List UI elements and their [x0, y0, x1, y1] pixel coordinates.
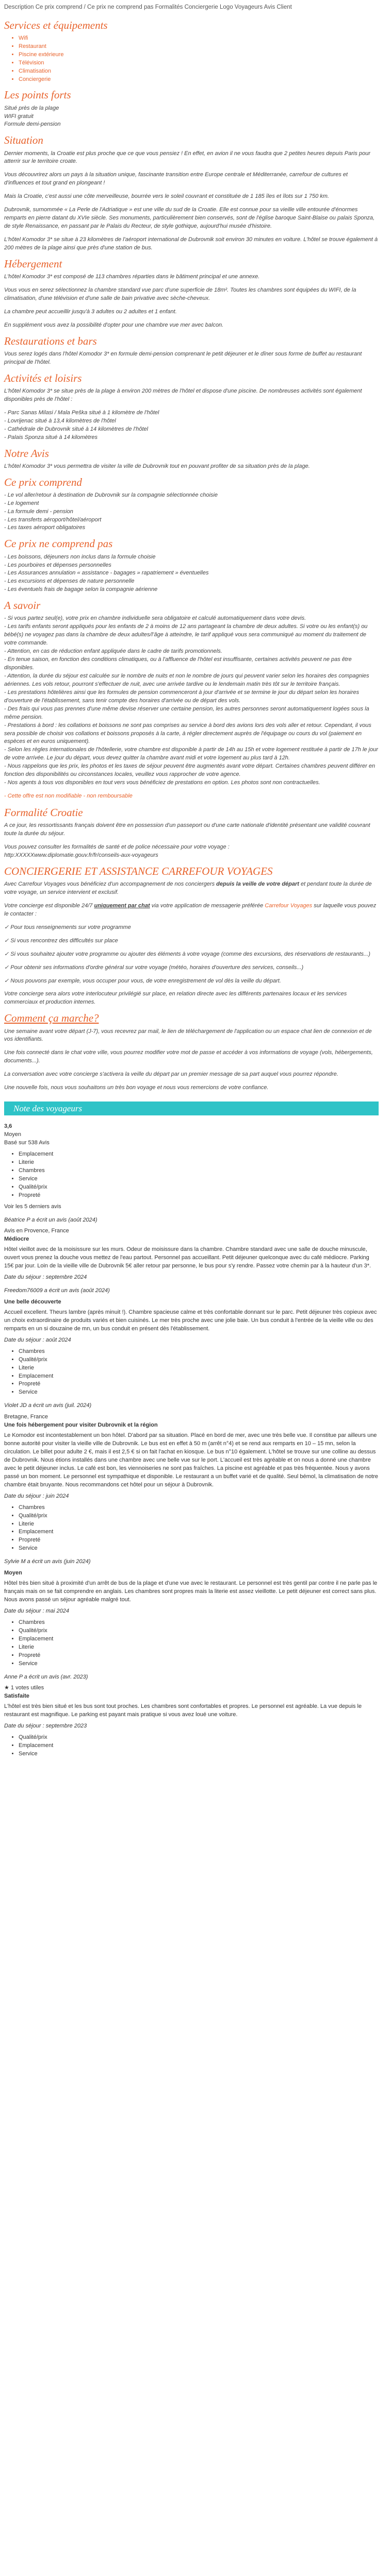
list-item: • Literie	[19, 1159, 379, 1167]
conciergerie-text: Votre concierge est disponible 24/7 uniquement par chat via votre application de messagerie préférée Carrefour Voyages sur laquelle vous pouvez le contacter :	[4, 902, 377, 917]
review-author: Sylvie M a écrit un avis (juin 2024)	[4, 1558, 91, 1565]
situation-text: Mais la Croatie, c'est aussi une côte merveilleuse, bourrée vers le soleil couvrant et constituée de 1 185 îles et îlots sur 1 750 km.	[4, 193, 330, 200]
review-title: Moyen	[4, 1570, 22, 1577]
top-nav-line: Description Ce prix comprend / Ce prix ne comprend pas Formalités Conciergerie Logo Voyageurs Avis Client	[4, 4, 292, 10]
review-date: Date du séjour : septembre 2023	[4, 1723, 87, 1730]
activites-item: - Lovrijenac situé à 13,4 kilomètres de l'hôtel	[4, 417, 116, 424]
list-item: • Propreté	[19, 1192, 379, 1200]
situation-text: Vous découvrirez alors un pays à la situation unique, fascinante transition entre Europe centrale et Méditerranée, carrefour de cultures et d'influences et tout grand en plongeant !	[4, 172, 348, 187]
list-item: • Chambres	[19, 1167, 379, 1175]
comprend-item: - Le vol aller/retour à destination de Dubrovnik sur la compagnie sélectionnée choisie	[4, 492, 218, 498]
recent-reviews-link[interactable]: Voir les 5 derniers avis	[4, 1203, 61, 1210]
necomprend-item: - Les éventuels frais de bagage selon la compagnie aérienne	[4, 586, 158, 593]
comprend-title: Ce prix comprend	[4, 476, 82, 488]
list-item: • Propreté	[19, 1536, 379, 1545]
list-item: • Restaurant	[19, 43, 379, 51]
review-title: Satisfaite	[4, 1693, 29, 1700]
rating-label: Moyen	[4, 1131, 22, 1138]
situation-text: L'hôtel Komodor 3* se situe à 23 kilomètres de l'aéroport international de Dubrovnik soit environ 30 minutes en voiture. L'hôtel se trouve également à 200 mètres de la plage ainsi que près d'une station de bus.	[4, 236, 378, 251]
hebergement-text: Vous vous en serez sélectionnez la chambre standard vue parc d'une superficie de 18m². Toutes les chambres sont équipées du WIFI, de la climatisation, d'une télévision et d'une salle de bain privative avec sèche-cheveux.	[4, 286, 356, 301]
list-item: • Chambres	[19, 1619, 379, 1627]
activites-item: - Palais Sponza situé à 14 kilomètres	[4, 434, 97, 440]
comment-title: Comment ça marche?	[4, 1012, 99, 1025]
review-location: Bretagne, France	[4, 1414, 48, 1420]
review	[4, 1673, 379, 1758]
list-item: • Propreté	[19, 1380, 379, 1388]
review-author: Anne P a écrit un avis (avr. 2023)	[4, 1673, 88, 1680]
review-date: Date du séjour : juin 2024	[4, 1493, 69, 1499]
asavoir-item: - Selon les règles internationales de l'hôtellerie, votre chambre est disponible à partir de 14h au 15h et votre logement restituée à partir de 17h le jour de votre arrivée. Le jour du départ, vous devez quitter la chambre avant midi et votre logement au plus tard à 12h.	[4, 747, 378, 761]
asavoir-item: - Attention, la durée du séjour est calculée sur le nombre de nuits et non le nombre de jours qui peuvent varier selon les horaires des compagnies aériennes. Les vols retour, pourront s'effectuer de nuit, avec une arrivée tardive ou le lendemain matin très tôt sur le territoire français.	[4, 672, 369, 687]
list-item: • Literie	[19, 1364, 379, 1372]
list-item: • Service	[19, 1388, 379, 1397]
activites-item: - Cathédrale de Dubrovnik situé à 14 kilomètres de l'hôtel	[4, 426, 149, 432]
list-item: • Literie	[19, 1520, 379, 1529]
review-body: Le Komodor est incontestablement un bon hôtel. D'abord par sa situation. Placé en bord de mer, avec une très belle vue. Il constitue par ailleurs une bonne autorité pour visiter la vieille ville de Dubrovnik. Le bus est en effet à 50 m (arrêt n°4) et se rend aux remparts en 10 – 15 mn, selon la circulation. Le billet pour adulte 2 €, mais il est 2,5 € si on fait l'achat en kiosque. Le bus n°10 également. L'hôtel se trouve sur une colline au dessus de Dubrovnik. Nous étions installés dans une chambre avec une belle vue sur le port. L'accueil est très agréable et on nous a donné une chambre avec le petit déjeuner inclus. Le café est bon, les viennoiseries ne sont pas fraîches. La piscine est agréable et pas très fréquentée. Nous y avons passé un bon moment. Le personnel est sympathique et disponible. Le restaurant a un buffet varié et de qualité. Seul bémol, la climatisation de notre chambre était bruyante. Nous recommandons cet hôtel pour un séjour à Dubrovnik.	[4, 1432, 379, 1488]
forts-line: WIFI gratuit	[4, 113, 34, 120]
activites-text: L'hôtel Komodor 3* se situe près de la plage à environ 200 mètres de l'hôtel et dispose d'une piscine. De nombreuses activités sont également disponibles près de l'hôtel :	[4, 387, 362, 402]
conciergerie-bullet: ✓ Pour obtenir ses informations d'ordre général sur votre voyage (météo, horaires d'ouverture des services, conseils...)	[4, 964, 304, 971]
avis-title: Notre Avis	[4, 447, 49, 460]
rating-score: 3,6	[4, 1123, 12, 1130]
list-item: • Piscine extérieure	[19, 51, 379, 59]
voyageurs-banner: Note des voyageurs	[4, 1101, 379, 1115]
review-title: Une belle découverte	[4, 1299, 61, 1305]
services-title: Services et équipements	[4, 19, 108, 31]
activites-title: Activités et loisirs	[4, 371, 82, 384]
services-list	[4, 35, 379, 84]
comprend-item: - Les taxes aéroport obligatoires	[4, 524, 86, 531]
review-criteria	[4, 1348, 379, 1397]
review-criteria	[4, 1734, 379, 1758]
forts-line: Situé près de la plage	[4, 105, 59, 111]
list-item: • Propreté	[19, 1652, 379, 1660]
review-helpful-votes[interactable]: ★ 1 votes utiles	[4, 1685, 44, 1691]
hebergement-text: La chambre peut accueillir jusqu'à 3 adultes ou 2 adultes et 1 enfant.	[4, 308, 177, 315]
list-item: • Emplacement	[19, 1635, 379, 1643]
comprend-item: - Le logement	[4, 500, 39, 506]
list-item: • Chambres	[19, 1504, 379, 1512]
review-body: Hôtel vieillot avec de la moisissure sur les murs. Odeur de moisissure dans la chambre. Chambre standard avec une salle de douche minuscule, ouvert vous prenez la douche vous mettez de l'eau partout. Personnel pas accueillant. Petit déjeuner quelconque avec du café médiocre. Parking 15€ par jour. Loin de la vieille ville de Dubrovnik 5€ aller retour par personne, le bus pour s'y rendre. Passez votre chemin par à la hauteur d'un 3*.	[4, 1246, 371, 1269]
review-date: Date du séjour : août 2024	[4, 1336, 71, 1343]
situation-text: Dernier moments, la Croatie est plus proche que ce que vous pensiez ! En effet, en avion il ne vous faudra que 2 petites heures depuis Paris pour atterrir sur le territoire croate.	[4, 150, 370, 165]
review-body: Accueil excellent. Theurs lambre (après minuit !). Chambre spacieuse calme et très confortable donnant sur le parc. Petit déjeuner très copieux avec un choix extraordinaire de produits variés et bien cuisinés. Le mer très proche avec une jolie baie. Un bus conduit à l'entrée de la vieille ville ou des remparts en un si douzaine de mn, un bus conduit en présent dès l'établissement.	[4, 1309, 377, 1332]
asavoir-item: - En tenue saison, en fonction des conditions climatiques, ou à l'affluence de l'hôtel est insuffisante, certaines activités peuvent ne pas être disponibles.	[4, 656, 352, 671]
review-rating: Médiocre	[4, 1236, 29, 1243]
rating-summary	[4, 1123, 379, 1211]
conciergerie-bullet: ✓ Pour tous renseignements sur votre programme	[4, 924, 131, 930]
list-item: • Service	[19, 1750, 379, 1758]
list-item: • Qualité/prix	[19, 1183, 379, 1192]
asavoir-title: A savoir	[4, 599, 41, 612]
necomprend-title: Ce prix ne comprend pas	[4, 537, 113, 550]
conciergerie-title: CONCIERGERIE ET ASSISTANCE CARREFOUR VOYAGES	[4, 865, 273, 877]
comment-text: La conversation avec votre concierge s'activera la veille du départ par un premier message de sa part auquel vous pourrez répondre.	[4, 1071, 338, 1078]
situation-title: Situation	[4, 134, 43, 147]
formalite-text: Vous pouvez consulter les formalités de santé et de police nécessaire pour votre voyage :	[4, 844, 230, 851]
asavoir-item: - Si vous partez seul(e), votre prix en chambre individuelle sera obligatoire et calculé automatiquement dans votre devis.	[4, 615, 306, 622]
avis-text: L'hôtel Komodor 3* vous permettra de visiter la ville de Dubrovnik tout en pouvant profiter de sa situation près de la plage.	[4, 463, 310, 469]
comprend-item: - La formule demi - pension	[4, 508, 73, 515]
restauration-title: Restaurations et bars	[4, 334, 97, 347]
conciergerie-text: Votre concierge sera alors votre interlocuteur privilégié sur place, en relation directe avec les différents partenaires locaux et les services commerciaux et production internes.	[4, 991, 347, 1006]
list-item: • Emplacement	[19, 1150, 379, 1159]
comment-text: Une nouvelle fois, nous vous souhaitons un très bon voyage et nous vous remercions de votre confiance.	[4, 1084, 269, 1091]
review-location: Avis en Provence, France	[4, 1228, 69, 1234]
conciergerie-bullet: ✓ Nous pouvons par exemple, vous occuper pour vous, de votre enregistrement de vol dès la veille du départ.	[4, 977, 281, 984]
list-item: • Emplacement	[19, 1528, 379, 1536]
review	[4, 1216, 379, 1282]
list-item: • Climatisation	[19, 67, 379, 76]
conciergerie-bullet: ✓ Si vous souhaitez ajouter votre programme ou ajouter des éléments à votre voyage (comme des excursions, des réservations de restaurants...)	[4, 951, 370, 957]
review-author: Violet JD a écrit un avis (juil. 2024)	[4, 1402, 92, 1409]
asavoir-note: - Cette offre est non modifiable - non remboursable	[4, 793, 133, 800]
review-body: Hôtel très bien situé à proximité d'un arrêt de bus de la plage et d'une vue avec le restaurant. Le personnel est très gentil par contre il ne parle pas le français mais on se fait comprendre en anglais. Les chambres sont propres mais la literie est assez vieillotte. Le petit déjeuner est correct sans plus. Nous avons passé un séjour agréable malgré tout.	[4, 1580, 378, 1603]
formalite-link[interactable]: http:XXXXXwww.diplomatie.gouv.fr/fr/conseils-aux-voyageurs	[4, 852, 158, 858]
review	[4, 1402, 379, 1553]
comment-text: Une semaine avant votre départ (J-7), vous recevrez par mail, le lien de téléchargement de l'application ou un espace chat lien de connexion et de vos identifiants.	[4, 1028, 372, 1043]
forts-line: Formule demi-pension	[4, 121, 61, 128]
conciergerie-bullet: ✓ Si vous rencontrez des difficultés sur place	[4, 937, 118, 944]
necomprend-item: - Les pourboires et dépenses personnelles	[4, 562, 111, 568]
necomprend-item: - Les Assurances annulation « assistance - bagages » rapatriement » éventuelles	[4, 570, 209, 577]
review-criteria	[4, 1504, 379, 1553]
review-date: Date du séjour : mai 2024	[4, 1607, 69, 1614]
review-body: L'hôtel est très bien situé et les bus sont tout proches. Les chambres sont confortables et propres. Le personnel est agréable. La vue depuis le restaurant est magnifique. Le parking est payant mais pratique si vous avez loué une voiture.	[4, 1703, 362, 1718]
list-item: • Télévision	[19, 59, 379, 67]
list-item: • Service	[19, 1545, 379, 1553]
review-criteria	[4, 1619, 379, 1668]
asavoir-item: - Les prestations hôtelières ainsi que les formules de pension commenceront à jour d'arrivée et se termine le jour du départ selon les horaires d'ouverture de l'établissement, sans tenir compte des horaires d'arrivée ou de départ des vols.	[4, 689, 360, 704]
asavoir-item: - Les tarifs enfants seront appliqués pour les enfants de 2 à moins de 12 ans partageant la chambre de deux adultes. Si votre ou les enfant(s) ou bébé(s) ne voyagez pas dans la chambre de deux adultes/l’âge à atteindre, le tarif appliqué vous sera communiqué au moment du traitement de votre commande.	[4, 623, 368, 647]
restauration-text: Vous serez logés dans l'hôtel Komodor 3* en formule demi-pension comprenant le petit déjeuner et le dîner sous forme de buffet au restaurant principal de l'hôtel.	[4, 350, 362, 365]
list-item: • Conciergerie	[19, 76, 379, 84]
review	[4, 1287, 379, 1397]
list-item: • Qualité/prix	[19, 1734, 379, 1742]
asavoir-item: - Prestations à bord : les collations et boissons ne sont pas comprises au service à bord des avions lors des vols aller et retour. Cependant, il vous sera possible de choisir vos collations et boissons proposés à la carte, à régler directement auprès de l'équipage ou cours du vol (paiement en espèces et en euros uniquement).	[4, 722, 371, 745]
rating-based: Basé sur 538 Avis	[4, 1140, 50, 1146]
situation-text: Dubrovnik, surnommée « La Perle de l'Adriatique » est une ville du sud de la Croatie. Elle est connue pour sa vieille ville entourée d'énormes remparts en pierre datant du XVIe siècle. Ses monuments, particulièrement bien conservés, sont de l'église baroque Saint-Blaise ou palais Sponza, de style Renaissance, en passant par le Palais du Recteur, de style gothique, aujourd'hui musée d'histoire.	[4, 207, 375, 230]
list-item: • Wifi	[19, 35, 379, 43]
list-item: • Service	[19, 1660, 379, 1668]
list-item: • Emplacement	[19, 1742, 379, 1750]
list-item: • Service	[19, 1175, 379, 1183]
list-item: • Qualité/prix	[19, 1512, 379, 1520]
list-item: • Chambres	[19, 1348, 379, 1356]
hebergement-title: Hébergement	[4, 257, 62, 270]
list-item: • Qualité/prix	[19, 1627, 379, 1635]
review	[4, 1558, 379, 1668]
hebergement-text: L'hôtel Komodor 3* est composé de 113 chambres réparties dans le bâtiment principal et une annexe.	[4, 274, 260, 280]
formalite-title: Formalité Croatie	[4, 806, 83, 819]
review-date: Date du séjour : septembre 2024	[4, 1274, 87, 1281]
review-author: Béatrice P a écrit un avis (août 2024)	[4, 1216, 97, 1223]
asavoir-item: - Nos agents à tous vos disponibles en tout vers vous bénéficiez de prestations en option. Les photos sont non contractuelles.	[4, 779, 320, 786]
necomprend-item: - Les boissons, déjeuners non inclus dans la formule choisie	[4, 553, 156, 560]
necomprend-item: - Les excursions et dépenses de nature personnelle	[4, 578, 135, 585]
list-item: • Qualité/prix	[19, 1356, 379, 1364]
formalite-text: A ce jour, les ressortissants français doivent être en possession d'un passeport ou d'une carte nationale d'identité présentant une validité couvrant toute la durée du séjour.	[4, 822, 370, 837]
list-item: • Emplacement	[19, 1372, 379, 1381]
asavoir-item: - Des frais qui vous pas prennes d'une même devise réserver une certaine pension, les autres personnes seront automatiquement logées sous la même pension.	[4, 705, 369, 720]
comment-text: Une fois connecté dans le chat votre ville, vous pourrez modifier votre mot de passe et accéder à vos informations de voyage (vols, hébergements, documents...).	[4, 1049, 373, 1064]
activites-item: - Parc Sanas Milasi / Mala Peška situé à 1 kilomètre de l'hôtel	[4, 409, 159, 416]
criteria-list	[4, 1150, 379, 1200]
asavoir-item: - Nous rappelons que les prix, les photos et les taxes de séjour peuvent être augmentés avant votre départ. Certaines chambres peuvent différer en fonction des disponibilités ou circonstances locales, veuillez vous rapprocher de votre agence.	[4, 763, 376, 778]
hebergement-text: En supplément vous avez la possibilité d'opter pour une chambre vue mer avec balcon.	[4, 321, 224, 328]
asavoir-item: - Attention, en cas de réduction enfant appliquée dans le cadre de tarifs promotionnels.	[4, 648, 222, 655]
forts-title: Les points forts	[4, 89, 71, 101]
review-author: Freedom76009 a écrit un avis (août 2024)	[4, 1287, 110, 1294]
comprend-item: - Les transferts aéroport/hôtel/aéroport	[4, 516, 102, 523]
conciergerie-text: Avec Carrefour Voyages vous bénéficiez d'un accompagnement de nos conciergers depuis la veille de votre départ et pendant toute la durée de votre voyage, un service intervient et exclusif.	[4, 881, 372, 895]
list-item: • Literie	[19, 1643, 379, 1652]
review-title: Une fois hébergement pour visiter Dubrovnik et la région	[4, 1422, 158, 1429]
